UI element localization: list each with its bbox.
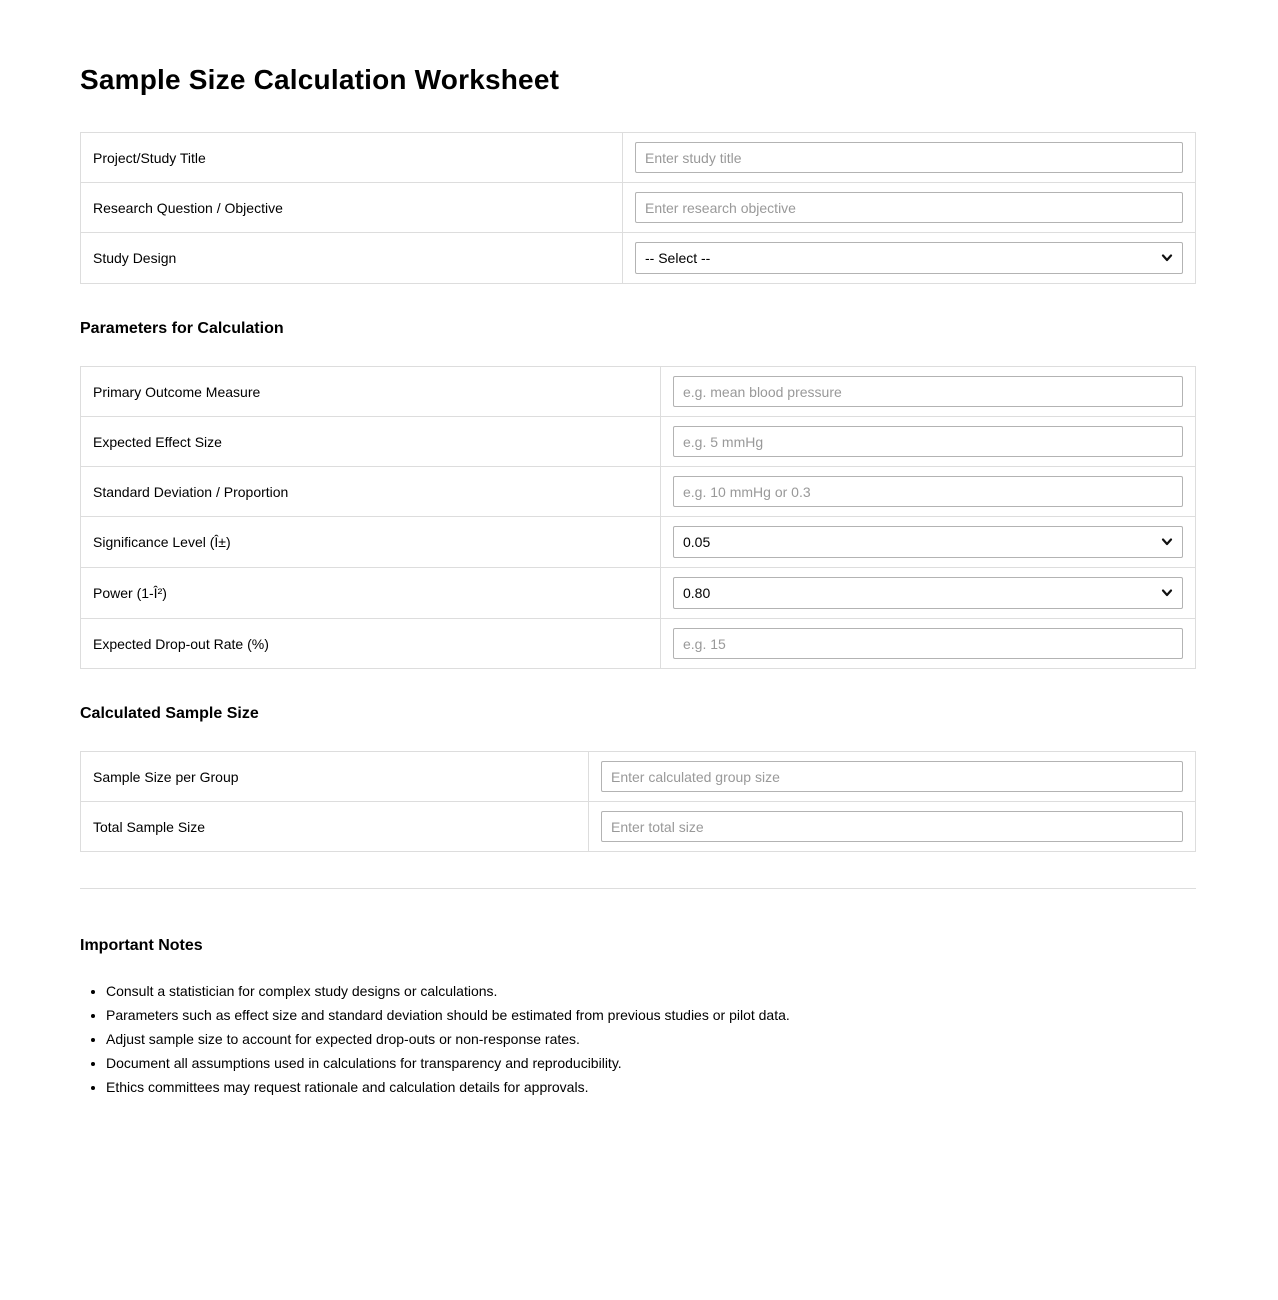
row-label: Significance Level (Î±)	[81, 517, 661, 568]
table-row	[81, 467, 1196, 517]
note-item: • Document all assumptions used in calculations for transparency and reproducibility.	[106, 1051, 1196, 1075]
row-label: Expected Effect Size	[81, 417, 661, 467]
table-row	[81, 133, 1196, 183]
row-label: Project/Study Title	[81, 133, 623, 183]
row-label: Power (1-Î²)	[81, 568, 661, 619]
row-label: Primary Outcome Measure	[81, 367, 661, 417]
study-info-table	[80, 132, 1196, 284]
power-select[interactable]	[673, 577, 1183, 609]
table-row	[81, 417, 1196, 467]
row-label: Study Design	[81, 233, 623, 284]
parameters-table	[80, 366, 1196, 669]
effect-size-input[interactable]	[673, 426, 1183, 457]
worksheet-page	[80, 0, 1196, 1099]
table-row	[81, 568, 1196, 619]
total-size-input[interactable]	[601, 811, 1183, 842]
table-row	[81, 752, 1196, 802]
note-item: • Parameters such as effect size and standard deviation should be estimated from previous studies or pilot data.	[106, 1003, 1196, 1027]
page-title: Sample Size Calculation Worksheet	[80, 64, 560, 95]
row-label: Expected Drop-out Rate (%)	[81, 619, 661, 669]
calculated-heading: Calculated Sample Size	[80, 705, 259, 722]
table-row	[81, 802, 1196, 852]
note-item: • Consult a statistician for complex study designs or calculations.	[106, 979, 1196, 1003]
notes-list	[80, 979, 1196, 1099]
primary-outcome-input[interactable]	[673, 376, 1183, 407]
table-row	[81, 367, 1196, 417]
row-label: Standard Deviation / Proportion	[81, 467, 661, 517]
note-item: • Adjust sample size to account for expected drop-outs or non-response rates.	[106, 1027, 1196, 1051]
table-row	[81, 233, 1196, 284]
note-item: • Ethics committees may request rationale and calculation details for approvals.	[106, 1075, 1196, 1099]
row-label: Sample Size per Group	[81, 752, 589, 802]
research-objective-input[interactable]	[635, 192, 1183, 223]
significance-level-select[interactable]	[673, 526, 1183, 558]
divider	[80, 888, 1196, 889]
table-row	[81, 619, 1196, 669]
calculated-table	[80, 751, 1196, 852]
row-label: Research Question / Objective	[81, 183, 623, 233]
group-size-input[interactable]	[601, 761, 1183, 792]
study-design-select[interactable]	[635, 242, 1183, 274]
notes-heading: Important Notes	[80, 937, 203, 954]
table-row	[81, 517, 1196, 568]
parameters-heading: Parameters for Calculation	[80, 320, 284, 337]
dropout-rate-input[interactable]	[673, 628, 1183, 659]
table-row	[81, 183, 1196, 233]
study-title-input[interactable]	[635, 142, 1183, 173]
row-label: Total Sample Size	[81, 802, 589, 852]
std-deviation-input[interactable]	[673, 476, 1183, 507]
